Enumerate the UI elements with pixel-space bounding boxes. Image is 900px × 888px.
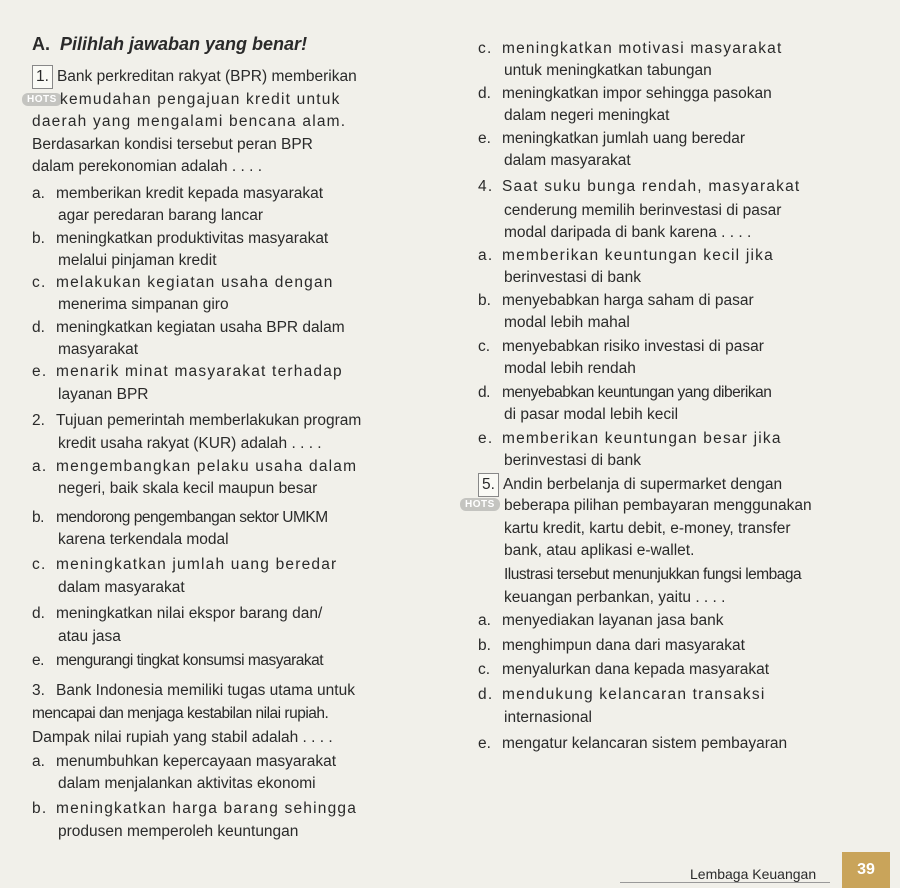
option-line: c. meningkatkan motivasi masyarakat xyxy=(478,38,782,60)
option-letter: a. xyxy=(478,612,491,629)
option-line: b. menyebabkan harga saham di pasar xyxy=(478,290,754,312)
option-letter: c. xyxy=(32,556,47,573)
option-line: b. meningkatkan produktivitas masyarakat xyxy=(32,228,328,250)
option-line: e. memberikan keuntungan besar jika xyxy=(478,428,782,450)
option-line: b. mendorong pengembangan sektor UMKM xyxy=(32,507,328,529)
option-letter: d. xyxy=(32,319,45,336)
option-line: karena terkendala modal xyxy=(58,531,229,548)
option-letter: c. xyxy=(478,661,491,678)
question-5-line: beberapa pilihan pembayaran menggunakan xyxy=(504,497,812,514)
option-line: dalam masyarakat xyxy=(504,152,631,169)
question-number: 3. xyxy=(32,682,45,699)
option-line: modal lebih rendah xyxy=(504,360,636,377)
option-line: a. menyediakan layanan jasa bank xyxy=(478,610,723,632)
question-1-line: kemudahan pengajuan kredit untuk xyxy=(60,91,341,108)
option-line: c. menyebabkan risiko investasi di pasar xyxy=(478,336,764,358)
question-number: 5. xyxy=(478,473,499,497)
question-3-line: mencapai dan menjaga kestabilan nilai rupiah. xyxy=(32,705,329,722)
option-line: dalam menjalankan aktivitas ekonomi xyxy=(58,775,316,792)
option-letter: c. xyxy=(32,274,47,291)
option-line: menerima simpanan giro xyxy=(58,296,229,313)
page-number: 39 xyxy=(842,852,890,888)
option-letter: b. xyxy=(32,509,44,526)
option-letter: e. xyxy=(478,130,491,147)
option-letter: e. xyxy=(478,430,494,447)
option-line: atau jasa xyxy=(58,628,121,645)
question-1-line: Berdasarkan kondisi tersebut peran BPR xyxy=(32,136,313,153)
option-line: b. menghimpun dana dari masyarakat xyxy=(478,635,745,657)
question-3-line: Dampak nilai rupiah yang stabil adalah . . . . xyxy=(32,729,333,746)
question-3-line: 3. Bank Indonesia memiliki tugas utama untuk xyxy=(32,680,355,702)
option-line: produsen memperoleh keuntungan xyxy=(58,823,299,840)
option-line: e. mengatur kelancaran sistem pembayaran xyxy=(478,733,787,755)
question-number: 2. xyxy=(32,412,45,429)
option-letter: a. xyxy=(32,753,45,770)
question-5-line: Ilustrasi tersebut menunjukkan fungsi lembaga xyxy=(504,566,802,583)
option-line: d. menyebabkan keuntungan yang diberikan xyxy=(478,382,771,404)
option-line: di pasar modal lebih kecil xyxy=(504,406,679,423)
option-line: dalam masyarakat xyxy=(58,579,185,596)
option-letter: e. xyxy=(32,652,44,669)
option-line: d. meningkatkan kegiatan usaha BPR dalam xyxy=(32,317,345,339)
option-line: melalui pinjaman kredit xyxy=(58,252,217,269)
option-line: c. melakukan kegiatan usaha dengan xyxy=(32,272,334,294)
option-letter: b. xyxy=(478,637,491,654)
option-letter: e. xyxy=(32,363,48,380)
section-heading xyxy=(32,34,307,55)
question-number: 4. xyxy=(478,178,494,195)
option-letter: a. xyxy=(478,247,494,264)
option-line: a. memberikan kredit kepada masyarakat xyxy=(32,183,323,205)
option-letter: e. xyxy=(478,735,491,752)
question-5-line: bank, atau aplikasi e-wallet. xyxy=(504,542,695,559)
option-line: layanan BPR xyxy=(58,386,149,403)
footer-rule xyxy=(620,882,830,883)
question-number: 1. xyxy=(32,65,53,89)
question-1-line: daerah yang mengalami bencana alam. xyxy=(32,113,347,130)
option-line: a. menumbuhkan kepercayaan masyarakat xyxy=(32,751,336,773)
option-line: b. meningkatkan harga barang sehingga xyxy=(32,798,357,820)
option-line: d. mendukung kelancaran transaksi xyxy=(478,684,765,706)
question-1-line: dalam perekonomian adalah . . . . xyxy=(32,158,263,175)
section-letter: A. xyxy=(32,34,50,54)
option-line: berinvestasi di bank xyxy=(504,269,641,286)
option-letter: d. xyxy=(478,384,490,401)
option-line: a. memberikan keuntungan kecil jika xyxy=(478,245,774,267)
option-line: modal lebih mahal xyxy=(504,314,630,331)
option-line: e. menarik minat masyarakat terhadap xyxy=(32,361,343,383)
option-letter: d. xyxy=(478,85,491,102)
option-letter: b. xyxy=(478,292,491,309)
option-line: berinvestasi di bank xyxy=(504,452,641,469)
option-letter: a. xyxy=(32,185,45,202)
option-line: e. mengurangi tingkat konsumsi masyarakat xyxy=(32,650,323,672)
option-line: a. mengembangkan pelaku usaha dalam xyxy=(32,456,357,478)
option-line: internasional xyxy=(504,709,592,726)
option-letter: c. xyxy=(478,40,493,57)
chapter-footer: Lembaga Keuangan xyxy=(690,866,817,882)
option-line: masyarakat xyxy=(58,341,139,358)
option-line: c. menyalurkan dana kepada masyarakat xyxy=(478,659,769,681)
option-line: d. meningkatkan impor sehingga pasokan xyxy=(478,83,772,105)
option-letter: a. xyxy=(32,458,48,475)
option-line: c. meningkatkan jumlah uang beredar xyxy=(32,554,337,576)
option-line: negeri, baik skala kecil maupun besar xyxy=(58,480,318,497)
option-line: untuk meningkatkan tabungan xyxy=(504,62,712,79)
option-line: e. meningkatkan jumlah uang beredar xyxy=(478,128,745,150)
option-letter: d. xyxy=(32,605,45,622)
option-line: d. meningkatkan nilai ekspor barang dan/ xyxy=(32,603,322,625)
hots-badge: HOTS xyxy=(460,498,500,511)
section-title: Pilihlah jawaban yang benar! xyxy=(60,34,308,54)
question-4-line: 4. Saat suku bunga rendah, masyarakat xyxy=(478,176,800,198)
question-2-line: kredit usaha rakyat (KUR) adalah . . . . xyxy=(58,435,322,452)
option-line: agar peredaran barang lancar xyxy=(58,207,264,224)
option-line: dalam negeri meningkat xyxy=(504,107,670,124)
question-4-line: cenderung memilih berinvestasi di pasar xyxy=(504,202,782,219)
question-1-line: 1. Bank perkreditan rakyat (BPR) memberikan xyxy=(32,65,357,89)
question-5-line: 5. Andin berbelanja di supermarket dengan xyxy=(478,473,782,497)
option-letter: c. xyxy=(478,338,491,355)
option-letter: b. xyxy=(32,800,48,817)
question-4-line: modal daripada di bank karena . . . . xyxy=(504,224,752,241)
option-letter: b. xyxy=(32,230,45,247)
option-letter: d. xyxy=(478,686,494,703)
question-2-line: 2. Tujuan pemerintah memberlakukan program xyxy=(32,410,361,432)
question-5-line: kartu kredit, kartu debit, e-money, transfer xyxy=(504,520,791,537)
hots-badge: HOTS xyxy=(22,93,62,106)
question-5-line: keuangan perbankan, yaitu . . . . xyxy=(504,589,726,606)
